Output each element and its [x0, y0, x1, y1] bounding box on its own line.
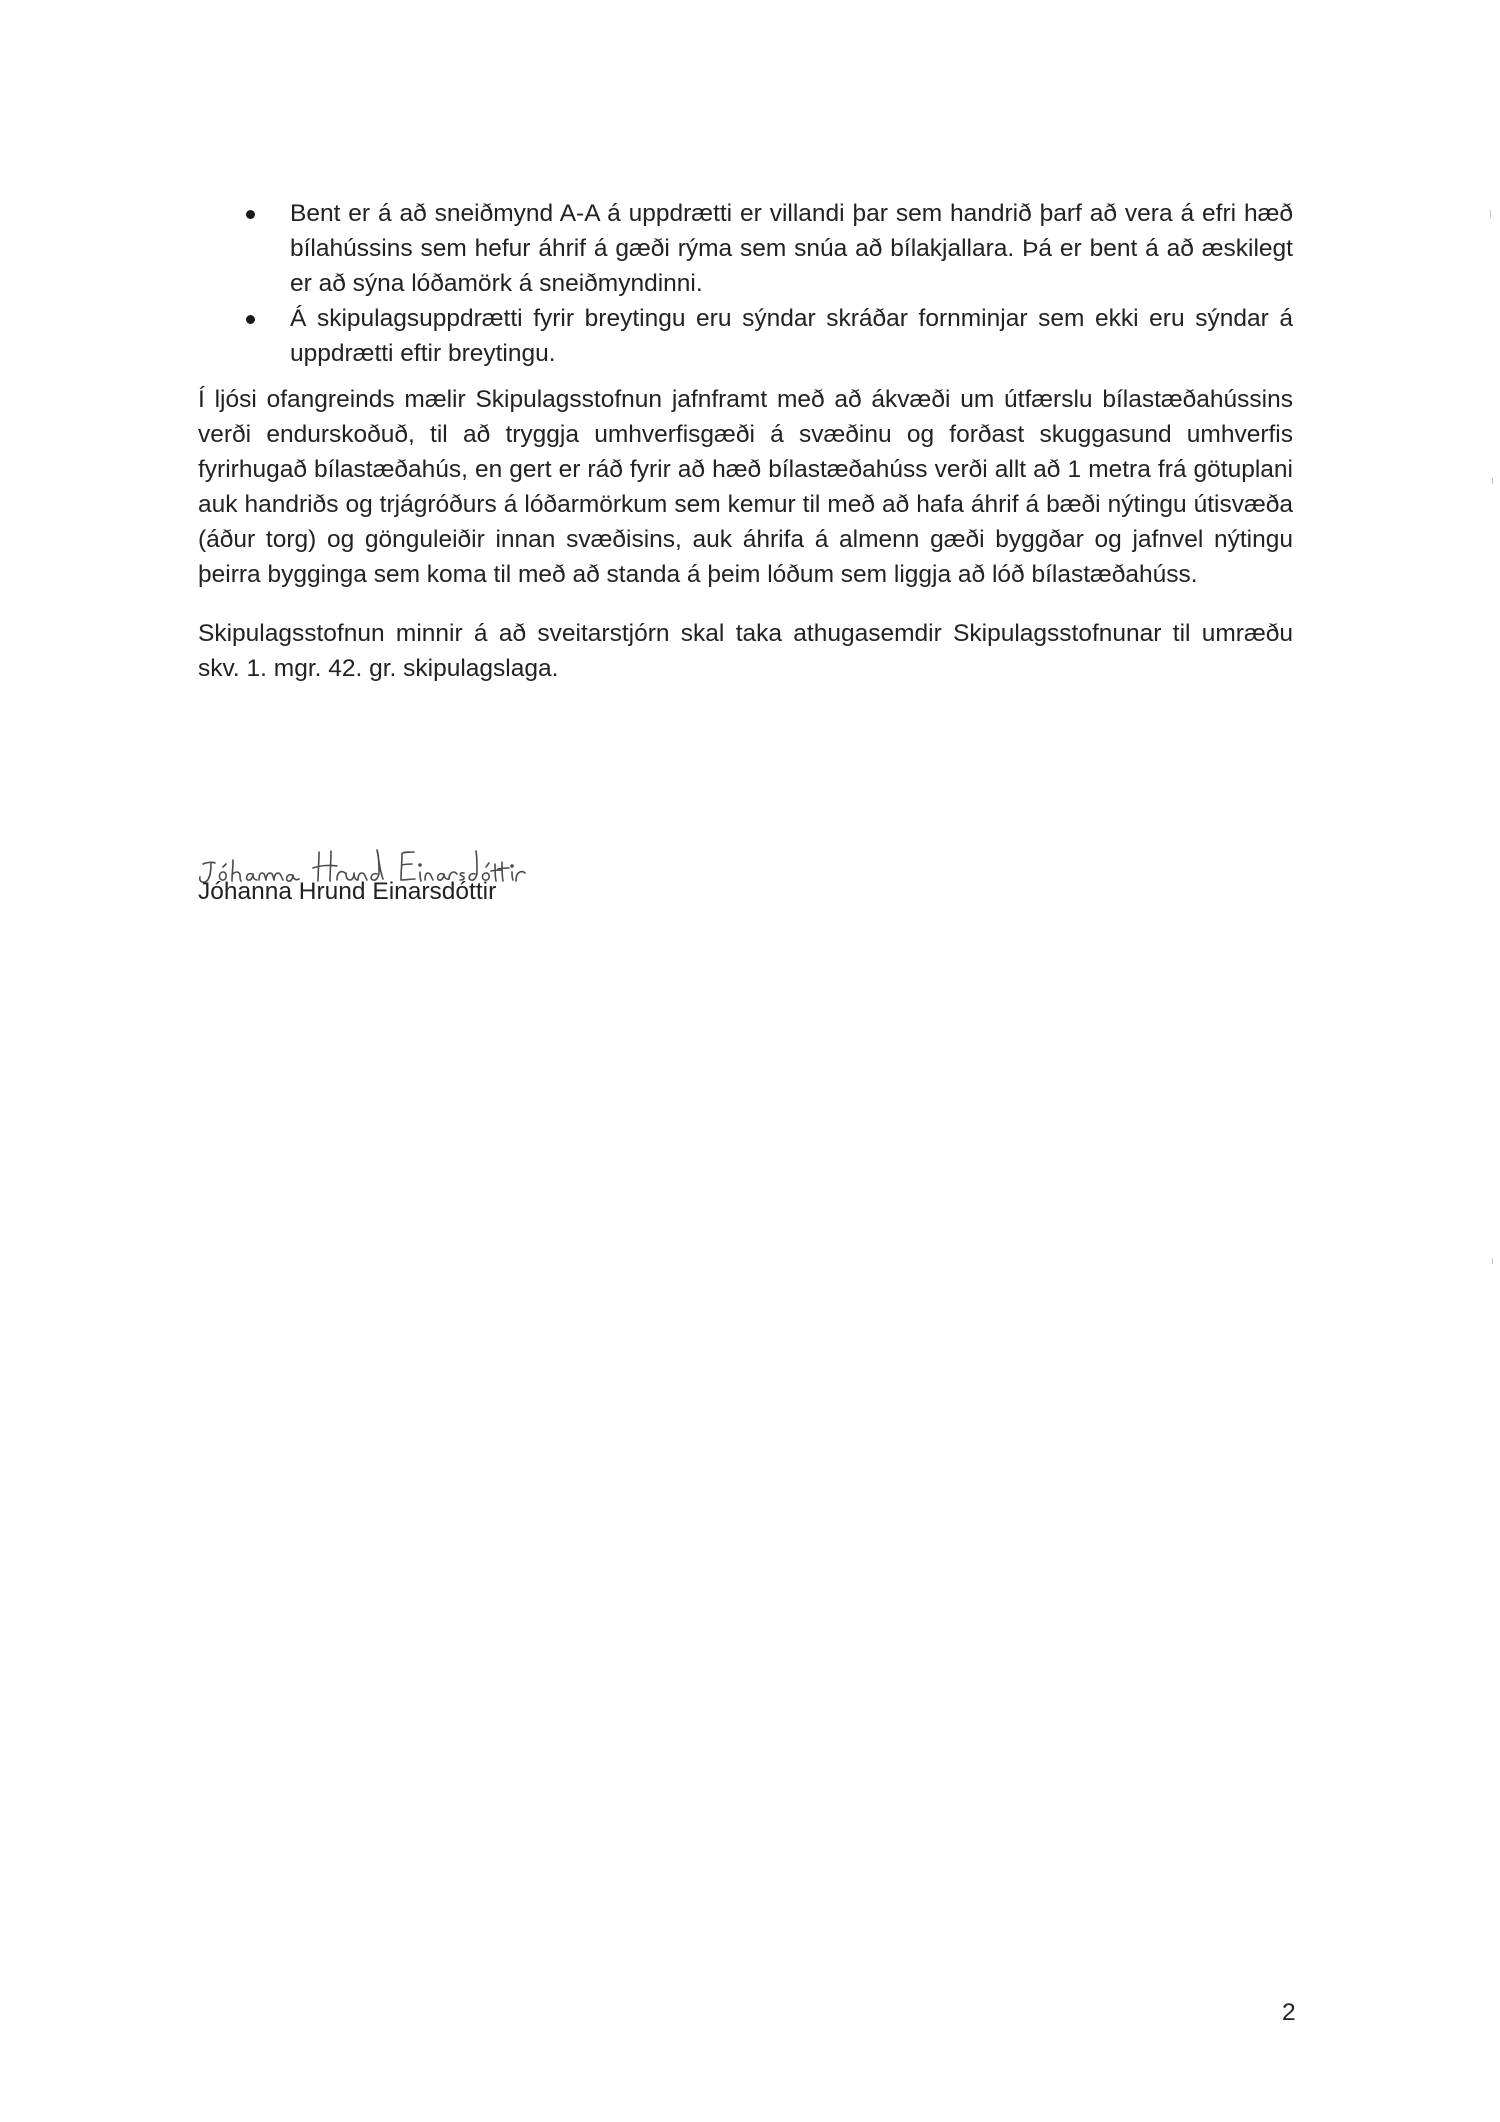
scan-mark — [1490, 210, 1491, 218]
document-body — [198, 196, 1293, 686]
page-number: 2 — [1282, 1999, 1296, 2026]
scan-mark — [1492, 478, 1493, 484]
signatory-name: Jóhanna Hrund Einarsdóttir — [198, 878, 497, 905]
bullet-text: Bent er á að sneiðmynd A-A á uppdrætti er villandi þar sem handrið þarf að vera á efri hæð bílahússins sem hefur áhrif á gæði rýma sem snúa að bílakjallara. Þá er bent á að æskilegt er að sýna lóðamörk á sneiðmyndinni. — [290, 200, 1293, 297]
list-item — [198, 196, 1293, 301]
bullet-icon — [246, 315, 255, 324]
bullet-icon — [246, 210, 255, 219]
bullet-list — [198, 196, 1293, 371]
list-item — [198, 301, 1293, 371]
bullet-text: Á skipulagsuppdrætti fyrir breytingu eru sýndar skráðar fornminjar sem ekki eru sýndar á uppdrætti eftir breytingu. — [290, 305, 1293, 367]
body-paragraph: Skipulagsstofnun minnir á að sveitarstjórn skal taka athugasemdir Skipulagsstofnunar til umræðu skv. 1. mgr. 42. gr. skipulagslaga. — [198, 620, 1293, 682]
scan-mark — [1492, 1258, 1493, 1264]
body-paragraph: Í ljósi ofangreinds mælir Skipulagsstofnun jafnframt með að ákvæði um útfærslu bílastæðahússins verði endurskoðuð, til að tryggja umhverfisgæði á svæðinu og forðast skuggasund umhverfis fyrirhugað bílastæðahús, en gert er ráð fyrir að hæð bílastæðahúss verði allt að 1 metra frá götuplani auk handriðs og trjágróðurs á lóðarmörkum sem kemur til með að hafa áhrif á bæði nýtingu útisvæða (áður torg) og gönguleiðir innan svæðisins, auk áhrifa á almenn gæði byggðar og jafnvel nýtingu þeirra bygginga sem koma til með að standa á þeim lóðum sem liggja að lóð bílastæðahúss. — [198, 386, 1293, 588]
